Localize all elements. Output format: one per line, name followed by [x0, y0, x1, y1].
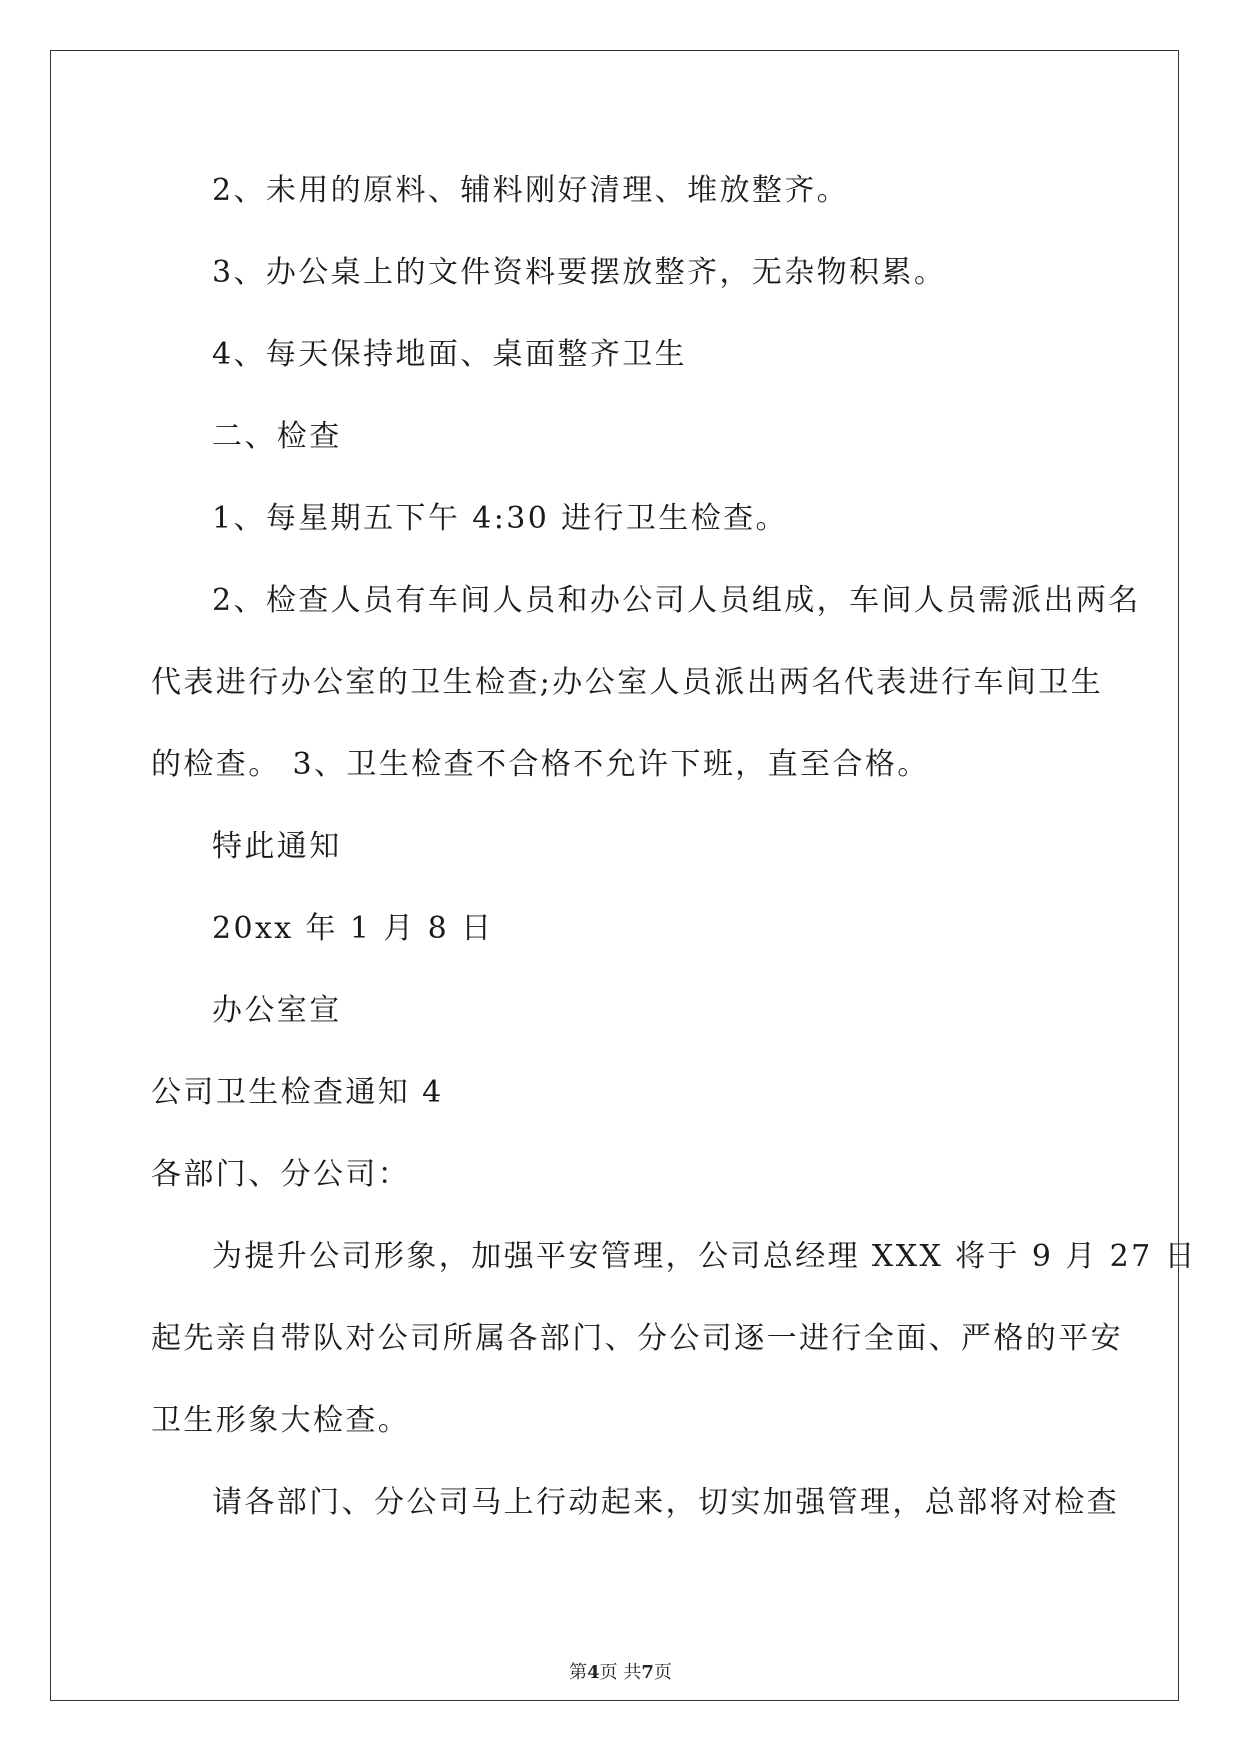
- text-line: 3、办公桌上的文件资料要摆放整齐，无杂物积累。: [212, 255, 947, 290]
- text-line: 4、每天保持地面、桌面整齐卫生: [212, 337, 688, 372]
- text-line: 的检查。 3、卫生检查不合格不允许下班，直至合格。: [151, 747, 930, 782]
- text-line: 2、检查人员有车间人员和办公司人员组成，车间人员需派出两名: [212, 583, 1141, 618]
- text-line: 请各部门、分公司马上行动起来，切实加强管理，总部将对检查: [212, 1485, 1120, 1520]
- text-line: 卫生形象大检查。: [151, 1403, 411, 1438]
- notice-title: 公司卫生检查通知 4: [151, 1075, 444, 1110]
- text-line: 代表进行办公室的卫生检查;办公室人员派出两名代表进行车间卫生: [151, 665, 1104, 700]
- text-line: 2、未用的原料、辅料刚好清理、堆放整齐。: [212, 173, 850, 208]
- text-line: 起先亲自带队对公司所属各部门、分公司逐一进行全面、严格的平安: [151, 1321, 1123, 1356]
- total-page-number: 7: [641, 1662, 654, 1683]
- section-heading: 二、检查: [212, 419, 342, 454]
- text-line: 1、每星期五下午 4:30 进行卫生检查。: [212, 501, 788, 536]
- date-text: 20xx 年 1 月 8 日: [212, 911, 494, 946]
- page-footer: [0, 1662, 1241, 1684]
- page-border: [50, 50, 1179, 1701]
- footer-prefix: 第: [569, 1662, 588, 1683]
- text-line: 为提升公司形象，加强平安管理，公司总经理 XXX 将于 9 月 27 日: [212, 1239, 1197, 1274]
- salutation: 各部门、分公司：: [151, 1157, 411, 1192]
- current-page-number: 4: [587, 1662, 600, 1683]
- footer-mid: 页 共: [599, 1662, 642, 1683]
- signature-text: 办公室宣: [212, 993, 342, 1028]
- closing-text: 特此通知: [212, 829, 342, 864]
- footer-suffix: 页: [653, 1662, 672, 1683]
